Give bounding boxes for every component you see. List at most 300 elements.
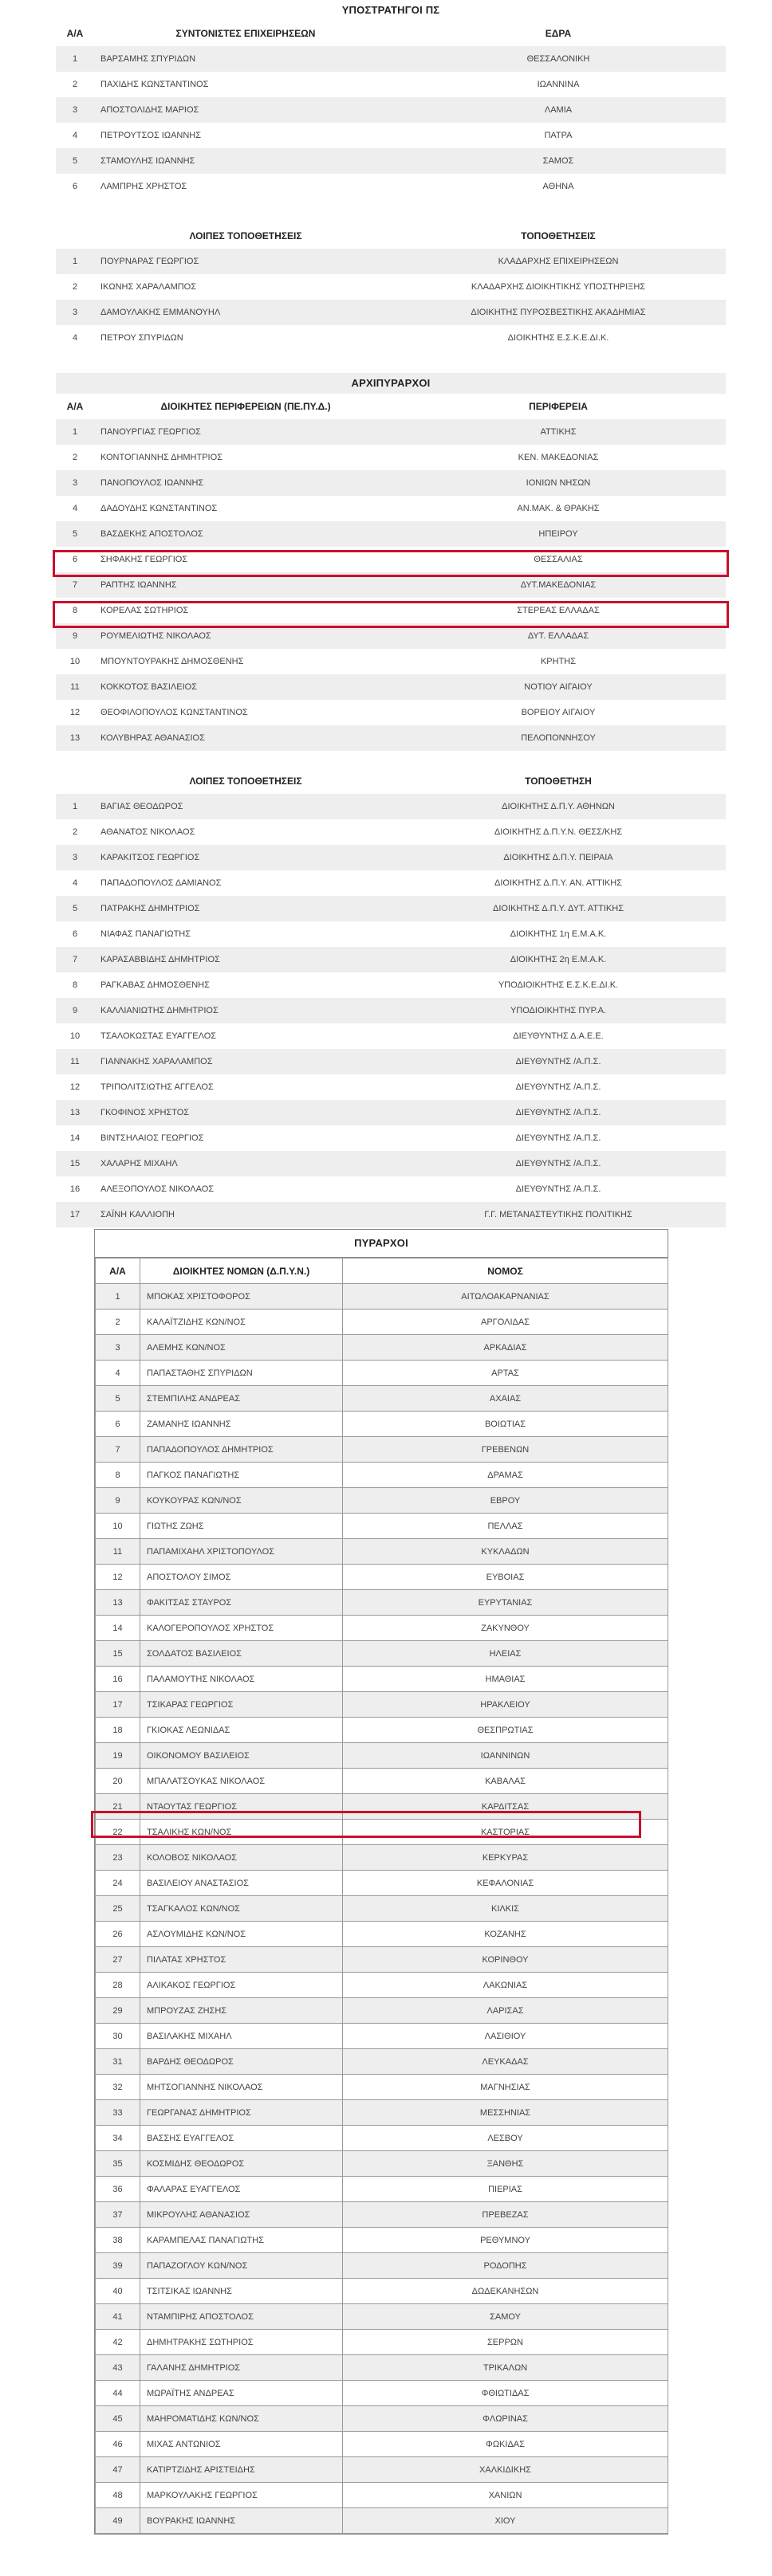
row-name: ΑΘΑΝΑΤΟΣ ΝΙΚΟΛΑΟΣ — [94, 819, 391, 845]
table-row — [96, 1412, 668, 1437]
table-row — [96, 2381, 668, 2406]
row-name: ΜΠΑΛΑΤΣΟΥΚΑΣ ΝΙΚΟΛΑΟΣ — [140, 1769, 343, 1794]
row-name: ΒΑΣΙΛΑΚΗΣ ΜΙΧΑΗΛ — [140, 2024, 343, 2049]
row-name: ΠΑΠΑΖΟΓΛΟΥ ΚΩΝ/ΝΟΣ — [140, 2253, 343, 2279]
row-name: ΠΑΧΙΔΗΣ ΚΩΝΣΤΑΝΤΙΝΟΣ — [94, 72, 391, 97]
row-index: 4 — [56, 496, 94, 521]
row-index: 11 — [56, 674, 94, 700]
row-value: ΗΛΕΙΑΣ — [343, 1641, 668, 1667]
table-row — [56, 1049, 726, 1074]
table-row — [56, 649, 726, 674]
table-row — [56, 674, 726, 700]
row-value: ΣΑΜΟΣ — [391, 148, 726, 174]
table-row — [56, 845, 726, 870]
row-value: ΜΑΓΝΗΣΙΑΣ — [343, 2075, 668, 2100]
table-row — [56, 445, 726, 470]
row-index: 6 — [56, 547, 94, 572]
table-row — [56, 819, 726, 845]
row-index: 30 — [96, 2024, 140, 2049]
table-row — [96, 1820, 668, 1845]
table-row — [56, 1100, 726, 1125]
row-value: ΔΙΟΙΚΗΤΗΣ Ε.Σ.Κ.Ε.ΔΙ.Κ. — [391, 325, 726, 351]
row-name: ΝΤΑΟΥΤΑΣ ΓΕΩΡΓΙΟΣ — [140, 1794, 343, 1820]
table-row — [96, 1947, 668, 1973]
row-name: ΔΑΜΟΥΛΑΚΗΣ ΕΜΜΑΝΟΥΗΛ — [94, 300, 391, 325]
row-index: 36 — [96, 2177, 140, 2202]
row-value: ΛΑΣΙΘΙΟΥ — [343, 2024, 668, 2049]
row-index: 46 — [96, 2432, 140, 2457]
row-index: 13 — [56, 725, 94, 751]
table-row — [96, 1437, 668, 1463]
table-row — [96, 2177, 668, 2202]
table-row — [96, 2126, 668, 2151]
header-row — [56, 394, 726, 419]
row-index: 8 — [56, 598, 94, 623]
row-name: ΚΟΛΥΒΗΡΑΣ ΑΘΑΝΑΣΙΟΣ — [94, 725, 391, 751]
row-index: 4 — [56, 325, 94, 351]
table-row — [56, 123, 726, 148]
row-index: 16 — [56, 1176, 94, 1202]
row-name: ΤΣΑΛΙΚΗΣ ΚΩΝ/ΝΟΣ — [140, 1820, 343, 1845]
row-name: ΑΛΕΜΗΣ ΚΩΝ/ΝΟΣ — [140, 1335, 343, 1361]
row-value: ΔΙΟΙΚΗΤΗΣ Δ.Π.Υ. ΔΥΤ. ΑΤΤΙΚΗΣ — [391, 896, 726, 921]
header-position: ΤΟΠΟΘΕΤΗΣΕΙΣ — [521, 230, 596, 242]
table-row — [96, 2330, 668, 2355]
table-row — [96, 1845, 668, 1871]
header-region: ΠΕΡΙΦΕΡΕΙΑ — [529, 401, 588, 412]
header-index: Α/Α — [96, 1259, 140, 1284]
table-row — [96, 1922, 668, 1947]
row-index: 1 — [56, 419, 94, 445]
row-index: 6 — [96, 1412, 140, 1437]
row-name: ΠΑΠΑΔΟΠΟΥΛΟΣ ΔΗΜΗΤΡΙΟΣ — [140, 1437, 343, 1463]
row-name: ΚΟΝΤΟΓΙΑΝΝΗΣ ΔΗΜΗΤΡΙΟΣ — [94, 445, 391, 470]
row-value: ΔΥΤ.ΜΑΚΕΔΟΝΙΑΣ — [391, 572, 726, 598]
table-row — [96, 1641, 668, 1667]
row-name: ΛΑΜΠΡΗΣ ΧΡΗΣΤΟΣ — [94, 174, 391, 199]
row-name: ΚΑΛΑΪΤΖΙΔΗΣ ΚΩΝ/ΝΟΣ — [140, 1310, 343, 1335]
row-index: 10 — [56, 649, 94, 674]
row-value: ΠΑΤΡΑ — [391, 123, 726, 148]
row-name: ΒΑΣΣΗΣ ΕΥΑΓΓΕΛΟΣ — [140, 2126, 343, 2151]
row-name: ΓΑΛΑΝΗΣ ΔΗΜΗΤΡΙΟΣ — [140, 2355, 343, 2381]
row-index: 24 — [96, 1871, 140, 1896]
row-value: ΔΥΤ. ΕΛΛΑΔΑΣ — [391, 623, 726, 649]
row-index: 47 — [96, 2457, 140, 2483]
row-value: ΗΠΕΙΡΟΥ — [391, 521, 726, 547]
row-name: ΚΟΚΚΟΤΟΣ ΒΑΣΙΛΕΙΟΣ — [94, 674, 391, 700]
row-index: 12 — [56, 1074, 94, 1100]
row-index: 3 — [56, 97, 94, 123]
section-title: ΥΠΟΣΤΡΑΤΗΓΟΙ ΠΣ — [341, 4, 440, 16]
row-value: ΒΟΙΩΤΙΑΣ — [343, 1412, 668, 1437]
header-name: ΔΙΟΙΚΗΤΕΣ ΝΟΜΩΝ (Δ.Π.Υ.Ν.) — [140, 1259, 343, 1284]
row-value: ΚΙΛΚΙΣ — [343, 1896, 668, 1922]
table-row — [96, 2432, 668, 2457]
row-value: ΔΙΟΙΚΗΤΗΣ Δ.Π.Υ. ΑΝ. ΑΤΤΙΚΗΣ — [391, 870, 726, 896]
row-index: 1 — [56, 46, 94, 72]
row-index: 33 — [96, 2100, 140, 2126]
row-name: ΦΑΚΙΤΣΑΣ ΣΤΑΥΡΟΣ — [140, 1590, 343, 1616]
row-value: ΥΠΟΔΙΟΙΚΗΤΗΣ ΠΥΡ.Α. — [391, 998, 726, 1023]
section-title: ΠΥΡΑΡΧΟΙ — [95, 1230, 668, 1258]
row-value: ΑΡΤΑΣ — [343, 1361, 668, 1386]
row-index: 42 — [96, 2330, 140, 2355]
table-row — [96, 1667, 668, 1692]
row-value: ΛΕΥΚΑΔΑΣ — [343, 2049, 668, 2075]
row-value: ΘΕΣΣΑΛΟΝΙΚΗ — [391, 46, 726, 72]
row-index: 2 — [56, 445, 94, 470]
table-row — [56, 572, 726, 598]
row-name: ΚΟΛΟΒΟΣ ΝΙΚΟΛΑΟΣ — [140, 1845, 343, 1871]
row-name: ΟΙΚΟΝΟΜΟΥ ΒΑΣΙΛΕΙΟΣ — [140, 1743, 343, 1769]
row-index: 17 — [56, 1202, 94, 1227]
row-name: ΡΑΠΤΗΣ ΙΩΑΝΝΗΣ — [94, 572, 391, 598]
row-name: ΚΑΛΟΓΕΡΟΠΟΥΛΟΣ ΧΡΗΣΤΟΣ — [140, 1616, 343, 1641]
row-name: ΜΑΡΚΟΥΛΑΚΗΣ ΓΕΩΡΓΙΟΣ — [140, 2483, 343, 2508]
table-row — [56, 1074, 726, 1100]
row-name: ΚΑΤΙΡΤΖΙΔΗΣ ΑΡΙΣΤΕΙΔΗΣ — [140, 2457, 343, 2483]
header-name: ΣΥΝΤΟΝΙΣΤΕΣ ΕΠΙΧΕΙΡΗΣΕΩΝ — [175, 28, 316, 39]
row-index: 4 — [56, 870, 94, 896]
row-name: ΤΣΑΛΟΚΩΣΤΑΣ ΕΥΑΓΓΕΛΟΣ — [94, 1023, 391, 1049]
row-index: 2 — [96, 1310, 140, 1335]
row-name: ΠΟΥΡΝΑΡΑΣ ΓΕΩΡΓΙΟΣ — [94, 249, 391, 274]
table-row — [56, 46, 726, 72]
row-index: 11 — [56, 1049, 94, 1074]
row-value: ΚΛΑΔΑΡΧΗΣ ΕΠΙΧΕΙΡΗΣΕΩΝ — [391, 249, 726, 274]
row-index: 11 — [96, 1539, 140, 1565]
row-index: 14 — [96, 1616, 140, 1641]
header-index: Α/Α — [66, 28, 84, 39]
row-index: 12 — [96, 1565, 140, 1590]
row-name: ΚΟΡΕΛΑΣ ΣΩΤΗΡΙΟΣ — [94, 598, 391, 623]
row-value: ΚΕΦΑΛΟΝΙΑΣ — [343, 1871, 668, 1896]
table-row — [96, 1871, 668, 1896]
header-seat: ΕΔΡΑ — [545, 28, 572, 39]
row-name: ΦΑΛΑΡΑΣ ΕΥΑΓΓΕΛΟΣ — [140, 2177, 343, 2202]
row-value: ΧΑΝΙΩΝ — [343, 2483, 668, 2508]
row-value: ΚΑΣΤΟΡΙΑΣ — [343, 1820, 668, 1845]
row-index: 7 — [56, 572, 94, 598]
table-row — [56, 870, 726, 896]
row-value: ΘΕΣΠΡΩΤΙΑΣ — [343, 1718, 668, 1743]
row-value: ΕΒΡΟΥ — [343, 1488, 668, 1514]
row-name: ΚΑΡΑΣΑΒΒΙΔΗΣ ΔΗΜΗΤΡΙΟΣ — [94, 947, 391, 972]
row-value: ΛΑΜΙΑ — [391, 97, 726, 123]
row-index: 3 — [56, 300, 94, 325]
upostratigoi-table — [56, 21, 726, 199]
table-row — [56, 794, 726, 819]
table-row — [96, 1386, 668, 1412]
header-position: ΤΟΠΟΘΕΤΗΣΗ — [525, 776, 592, 787]
table-row — [56, 521, 726, 547]
row-index: 14 — [56, 1125, 94, 1151]
row-value: ΚΟΖΑΝΗΣ — [343, 1922, 668, 1947]
row-index: 7 — [56, 947, 94, 972]
row-value: ΑΤΤΙΚΗΣ — [391, 419, 726, 445]
header-row — [56, 768, 726, 794]
row-name: ΑΠΟΣΤΟΛΙΔΗΣ ΜΑΡΙΟΣ — [94, 97, 391, 123]
row-value: ΝΟΤΙΟΥ ΑΙΓΑΙΟΥ — [391, 674, 726, 700]
table-row — [56, 148, 726, 174]
table-row — [96, 1896, 668, 1922]
row-index: 44 — [96, 2381, 140, 2406]
table-row — [56, 496, 726, 521]
table-row — [56, 1176, 726, 1202]
row-value: ΣΤΕΡΕΑΣ ΕΛΛΑΔΑΣ — [391, 598, 726, 623]
table-row — [96, 1973, 668, 1998]
table-row — [96, 1335, 668, 1361]
row-index: 22 — [96, 1820, 140, 1845]
row-name: ΑΠΟΣΤΟΛΟΥ ΣΙΜΟΣ — [140, 1565, 343, 1590]
row-value: ΧΙΟΥ — [343, 2508, 668, 2534]
table-row — [56, 700, 726, 725]
header-row — [96, 1259, 668, 1284]
row-index: 40 — [96, 2279, 140, 2304]
table-row — [96, 2024, 668, 2049]
row-value: ΗΜΑΘΙΑΣ — [343, 1667, 668, 1692]
row-name: ΘΕΟΦΙΛΟΠΟΥΛΟΣ ΚΩΝΣΤΑΝΤΙΝΟΣ — [94, 700, 391, 725]
archipyrarchoi-section — [56, 373, 726, 751]
row-value: ΡΕΘΥΜΝΟΥ — [343, 2228, 668, 2253]
row-index: 4 — [56, 123, 94, 148]
row-value: ΠΕΛΟΠΟΝΝΗΣΟΥ — [391, 725, 726, 751]
row-index: 34 — [96, 2126, 140, 2151]
table-row — [56, 1151, 726, 1176]
header-prefecture: ΝΟΜΟΣ — [343, 1259, 668, 1284]
row-value: ΔΙΕΥΘΥΝΤΗΣ /Α.Π.Σ. — [391, 1125, 726, 1151]
row-name: ΚΑΡΑΜΠΕΛΑΣ ΠΑΝΑΓΙΩΤΗΣ — [140, 2228, 343, 2253]
table-row — [56, 547, 726, 572]
row-name: ΔΑΔΟΥΔΗΣ ΚΩΝΣΤΑΝΤΙΝΟΣ — [94, 496, 391, 521]
row-index: 2 — [56, 819, 94, 845]
row-name: ΠΑΓΚΟΣ ΠΑΝΑΓΙΩΤΗΣ — [140, 1463, 343, 1488]
table-row — [56, 998, 726, 1023]
row-name: ΠΑΝΟΠΟΥΛΟΣ ΙΩΑΝΝΗΣ — [94, 470, 391, 496]
table-row — [56, 623, 726, 649]
row-value: ΦΛΩΡΙΝΑΣ — [343, 2406, 668, 2432]
row-value: ΘΕΣΣΑΛΙΑΣ — [391, 547, 726, 572]
table-row — [56, 300, 726, 325]
row-index: 26 — [96, 1922, 140, 1947]
row-index: 15 — [56, 1151, 94, 1176]
row-name: ΒΑΡΔΗΣ ΘΕΟΔΩΡΟΣ — [140, 2049, 343, 2075]
row-index: 10 — [56, 1023, 94, 1049]
row-index: 6 — [56, 921, 94, 947]
table-row — [56, 896, 726, 921]
header-name: ΔΙΟΙΚΗΤΕΣ ΠΕΡΙΦΕΡΕΙΩΝ (ΠΕ.ΠΥ.Δ.) — [160, 401, 331, 412]
table-row — [96, 1565, 668, 1590]
row-value: ΔΙΕΥΘΥΝΤΗΣ /Α.Π.Σ. — [391, 1151, 726, 1176]
table-row — [96, 1616, 668, 1641]
row-name: ΚΟΣΜΙΔΗΣ ΘΕΟΔΩΡΟΣ — [140, 2151, 343, 2177]
row-value: ΑΘΗΝΑ — [391, 174, 726, 199]
row-name: ΤΣΙΚΑΡΑΣ ΓΕΩΡΓΙΟΣ — [140, 1692, 343, 1718]
row-name: ΑΛΕΞΟΠΟΥΛΟΣ ΝΙΚΟΛΑΟΣ — [94, 1176, 391, 1202]
table-row — [56, 725, 726, 751]
loipes1-table — [56, 223, 726, 351]
row-value: ΑΝ.ΜΑΚ. & ΘΡΑΚΗΣ — [391, 496, 726, 521]
table-row — [96, 2279, 668, 2304]
table-row — [56, 1202, 726, 1227]
table-row — [56, 419, 726, 445]
table-row — [56, 249, 726, 274]
row-name: ΒΙΝΤΣΗΛΑΙΟΣ ΓΕΩΡΓΙΟΣ — [94, 1125, 391, 1151]
row-value: ΔΙΕΥΘΥΝΤΗΣ Δ.Α.Ε.Ε. — [391, 1023, 726, 1049]
row-name: ΒΑΓΙΑΣ ΘΕΟΔΩΡΟΣ — [94, 794, 391, 819]
pyrarchoi-table — [95, 1258, 668, 2534]
table-row — [96, 1539, 668, 1565]
row-name: ΡΟΥΜΕΛΙΩΤΗΣ ΝΙΚΟΛΑΟΣ — [94, 623, 391, 649]
row-name: ΣΗΦΑΚΗΣ ΓΕΩΡΓΙΟΣ — [94, 547, 391, 572]
table-row — [56, 72, 726, 97]
section-title: ΑΡΧΙΠΥΡΑΡΧΟΙ — [56, 373, 726, 394]
row-name: ΣΟΛΔΑΤΟΣ ΒΑΣΙΛΕΙΟΣ — [140, 1641, 343, 1667]
table-row — [56, 470, 726, 496]
table-row — [56, 972, 726, 998]
table-row — [96, 1998, 668, 2024]
row-value: ΣΕΡΡΩΝ — [343, 2330, 668, 2355]
row-index: 5 — [56, 148, 94, 174]
table-row — [56, 174, 726, 199]
row-value: ΚΛΑΔΑΡΧΗΣ ΔΙΟΙΚΗΤΙΚΗΣ ΥΠΟΣΤΗΡΙΞΗΣ — [391, 274, 726, 300]
row-value: ΛΕΣΒΟΥ — [343, 2126, 668, 2151]
row-value: ΑΧΑΙΑΣ — [343, 1386, 668, 1412]
row-value: ΞΑΝΘΗΣ — [343, 2151, 668, 2177]
row-name: ΝΤΑΜΠΙΡΗΣ ΑΠΟΣΤΟΛΟΣ — [140, 2304, 343, 2330]
row-value: ΔΙΕΥΘΥΝΤΗΣ /Α.Π.Σ. — [391, 1100, 726, 1125]
header-name: ΛΟΙΠΕΣ ΤΟΠΟΘΕΤΗΣΕΙΣ — [189, 230, 302, 242]
archipyrarchoi-table — [56, 394, 726, 751]
header-index: Α/Α — [66, 401, 84, 412]
table-row — [96, 2075, 668, 2100]
header-index — [56, 223, 94, 249]
row-value: ΗΡΑΚΛΕΙΟΥ — [343, 1692, 668, 1718]
row-value: ΑΙΤΩΛΟΑΚΑΡΝΑΝΙΑΣ — [343, 1284, 668, 1310]
row-name: ΠΑΝΟΥΡΓΙΑΣ ΓΕΩΡΓΙΟΣ — [94, 419, 391, 445]
table-row — [56, 598, 726, 623]
row-index: 9 — [56, 998, 94, 1023]
row-index: 18 — [96, 1718, 140, 1743]
row-index: 41 — [96, 2304, 140, 2330]
row-index: 9 — [56, 623, 94, 649]
row-name: ΓΙΑΝΝΑΚΗΣ ΧΑΡΑΛΑΜΠΟΣ — [94, 1049, 391, 1074]
table-row — [96, 1769, 668, 1794]
row-index: 5 — [56, 896, 94, 921]
row-name: ΜΑΗΡΟΜΑΤΙΔΗΣ ΚΩΝ/ΝΟΣ — [140, 2406, 343, 2432]
row-name: ΑΣΛΟΥΜΙΔΗΣ ΚΩΝ/ΝΟΣ — [140, 1922, 343, 1947]
row-value: ΜΕΣΣΗΝΙΑΣ — [343, 2100, 668, 2126]
row-value: ΥΠΟΔΙΟΙΚΗΤΗΣ Ε.Σ.Κ.Ε.ΔΙ.Κ. — [391, 972, 726, 998]
table-row — [96, 2483, 668, 2508]
row-value: ΔΙΟΙΚΗΤΗΣ Δ.Π.Υ. ΠΕΙΡΑΙΑ — [391, 845, 726, 870]
row-name: ΒΑΣΙΛΕΙΟΥ ΑΝΑΣΤΑΣΙΟΣ — [140, 1871, 343, 1896]
row-name: ΠΑΤΡΑΚΗΣ ΔΗΜΗΤΡΙΟΣ — [94, 896, 391, 921]
row-name: ΠΑΛΑΜΟΥΤΗΣ ΝΙΚΟΛΑΟΣ — [140, 1667, 343, 1692]
table-row — [96, 1463, 668, 1488]
row-value: ΑΡΓΟΛΙΔΑΣ — [343, 1310, 668, 1335]
table-row — [96, 1794, 668, 1820]
row-value: ΤΡΙΚΑΛΩΝ — [343, 2355, 668, 2381]
row-index: 1 — [56, 794, 94, 819]
row-name: ΚΑΛΛΙΑΝΙΩΤΗΣ ΔΗΜΗΤΡΙΟΣ — [94, 998, 391, 1023]
row-name: ΜΗΤΣΟΓΙΑΝΝΗΣ ΝΙΚΟΛΑΟΣ — [140, 2075, 343, 2100]
row-name: ΜΩΡΑΪΤΗΣ ΑΝΔΡΕΑΣ — [140, 2381, 343, 2406]
row-value: ΔΙΕΥΘΥΝΤΗΣ /Α.Π.Σ. — [391, 1176, 726, 1202]
row-index: 25 — [96, 1896, 140, 1922]
table-row — [96, 1692, 668, 1718]
row-index: 1 — [56, 249, 94, 274]
row-index: 49 — [96, 2508, 140, 2534]
loipes2-table — [56, 768, 726, 1227]
pyrarchoi-section — [94, 1229, 668, 2535]
table-row — [96, 1718, 668, 1743]
row-index: 5 — [96, 1386, 140, 1412]
table-row — [96, 2304, 668, 2330]
row-index: 28 — [96, 1973, 140, 1998]
row-index: 13 — [56, 1100, 94, 1125]
row-value: ΓΡΕΒΕΝΩΝ — [343, 1437, 668, 1463]
row-index: 2 — [56, 274, 94, 300]
row-name: ΖΑΜΑΝΗΣ ΙΩΑΝΝΗΣ — [140, 1412, 343, 1437]
row-name: ΜΠΡΟΥΖΑΣ ΖΗΣΗΣ — [140, 1998, 343, 2024]
row-index: 35 — [96, 2151, 140, 2177]
row-value: ΧΑΛΚΙΔΙΚΗΣ — [343, 2457, 668, 2483]
row-value: ΔΡΑΜΑΣ — [343, 1463, 668, 1488]
row-index: 9 — [96, 1488, 140, 1514]
table-row — [96, 2049, 668, 2075]
row-name: ΚΑΡΑΚΙΤΣΟΣ ΓΕΩΡΓΙΟΣ — [94, 845, 391, 870]
row-index: 37 — [96, 2202, 140, 2228]
row-value: ΔΙΟΙΚΗΤΗΣ 2η Ε.Μ.Α.Κ. — [391, 947, 726, 972]
row-value: ΡΟΔΟΠΗΣ — [343, 2253, 668, 2279]
loipes1-section — [56, 223, 726, 351]
row-name: ΚΟΥΚΟΥΡΑΣ ΚΩΝ/ΝΟΣ — [140, 1488, 343, 1514]
row-index: 12 — [56, 700, 94, 725]
header-row — [56, 21, 726, 46]
row-index: 39 — [96, 2253, 140, 2279]
row-name: ΣΤΕΜΠΙΛΗΣ ΑΝΔΡΕΑΣ — [140, 1386, 343, 1412]
row-value: ΚΡΗΤΗΣ — [391, 649, 726, 674]
row-value: ΚΑΒΑΛΑΣ — [343, 1769, 668, 1794]
row-name: ΜΙΚΡΟΥΛΗΣ ΑΘΑΝΑΣΙΟΣ — [140, 2202, 343, 2228]
table-row — [96, 1488, 668, 1514]
row-index: 20 — [96, 1769, 140, 1794]
row-value: ΦΘΙΩΤΙΔΑΣ — [343, 2381, 668, 2406]
row-value: ΕΥΡΥΤΑΝΙΑΣ — [343, 1590, 668, 1616]
row-value: ΑΡΚΑΔΙΑΣ — [343, 1335, 668, 1361]
row-name: ΣΤΑΜΟΥΛΗΣ ΙΩΑΝΝΗΣ — [94, 148, 391, 174]
row-index: 21 — [96, 1794, 140, 1820]
row-name: ΒΑΡΣΑΜΗΣ ΣΠΥΡΙΔΩΝ — [94, 46, 391, 72]
row-name: ΔΗΜΗΤΡΑΚΗΣ ΣΩΤΗΡΙΟΣ — [140, 2330, 343, 2355]
header-index — [56, 768, 94, 794]
row-value: ΔΙΕΥΘΥΝΤΗΣ /Α.Π.Σ. — [391, 1074, 726, 1100]
row-value: ΚΥΚΛΑΔΩΝ — [343, 1539, 668, 1565]
table-row — [96, 1361, 668, 1386]
row-index: 15 — [96, 1641, 140, 1667]
table-row — [96, 2253, 668, 2279]
row-value: ΛΑΚΩΝΙΑΣ — [343, 1973, 668, 1998]
row-value: ΔΙΟΙΚΗΤΗΣ 1η Ε.Μ.Α.Κ. — [391, 921, 726, 947]
row-value: ΔΙΟΙΚΗΤΗΣ Δ.Π.Υ.Ν. ΘΕΣΣ/ΚΗΣ — [391, 819, 726, 845]
row-name: ΠΙΛΑΤΑΣ ΧΡΗΣΤΟΣ — [140, 1947, 343, 1973]
row-index: 32 — [96, 2075, 140, 2100]
row-name: ΤΣΙΤΣΙΚΑΣ ΙΩΑΝΝΗΣ — [140, 2279, 343, 2304]
table-row — [96, 2508, 668, 2534]
row-name: ΧΑΛΑΡΗΣ ΜΙΧΑΗΛ — [94, 1151, 391, 1176]
